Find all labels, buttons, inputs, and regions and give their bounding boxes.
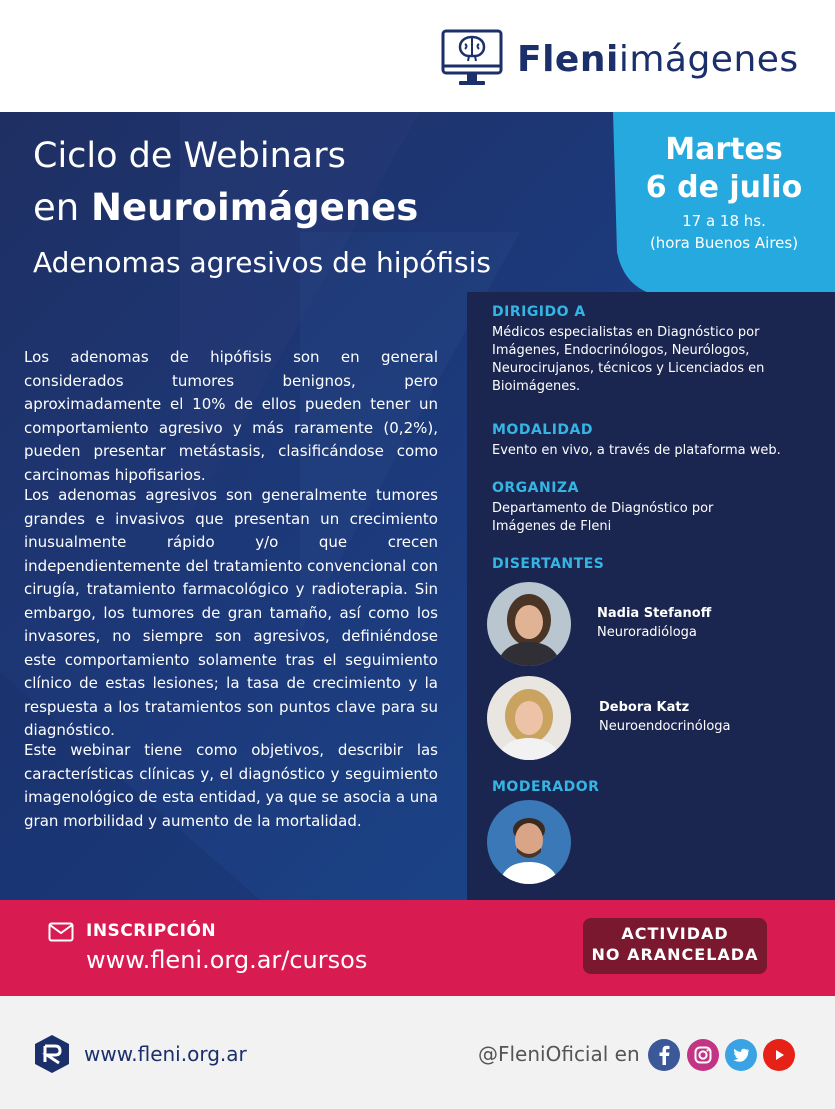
date-day: Martes	[665, 132, 783, 167]
facebook-icon[interactable]	[648, 1039, 680, 1071]
modalidad-text: Evento en vivo, a través de plataforma web.	[492, 443, 781, 458]
subtitle: Adenomas agresivos de hipófisis	[33, 246, 491, 279]
title-line-1: Ciclo de Webinars	[33, 136, 346, 176]
registration-link[interactable]: www.fleni.org.ar/cursos	[86, 946, 368, 974]
dirigido-text: Médicos especialistas en Diagnóstico por Imágenes, Endocrinólogos, Neurólogos, Neurocirujanos, técnicos y Licenciados en Bioimágenes.	[492, 325, 765, 394]
title-bold: Neuroimágenes	[90, 186, 419, 229]
free-activity-badge	[583, 918, 767, 974]
monitor-brain-icon	[441, 28, 503, 90]
disertantes-heading: DISERTANTES	[492, 556, 605, 572]
envelope-icon	[48, 922, 74, 942]
badge-line-1: ACTIVIDAD	[621, 924, 729, 943]
dirigido-heading: DIRIGIDO A	[492, 304, 586, 320]
main-section	[0, 112, 835, 900]
title-prefix: en	[33, 186, 91, 229]
organiza-heading: ORGANIZA	[492, 480, 579, 496]
brand-name	[517, 39, 799, 80]
date-time: 17 a 18 hs.	[682, 212, 766, 230]
speaker-role-2: Neuroendocrinóloga	[599, 719, 731, 734]
instagram-icon[interactable]	[687, 1039, 719, 1071]
person-avatar-icon	[487, 800, 571, 884]
youtube-icon[interactable]	[763, 1039, 795, 1071]
badge-line-2: NO ARANCELADA	[591, 945, 759, 964]
header	[0, 0, 835, 112]
modalidad-heading: MODALIDAD	[492, 422, 593, 438]
social-handle: @FleniOficial en	[478, 1042, 640, 1066]
registration-band	[0, 900, 835, 996]
brand-logo[interactable]	[441, 28, 799, 90]
body-paragraph-1: Los adenomas de hipófisis son en general considerados tumores benignos, pero aproximadamente el 10% de ellos pueden tener un comportamiento agresivo y más raramente (0,2%), pueden presentar metástasis, clasificándose como carcinomas hipofisarios.	[24, 348, 438, 484]
brand-name-bold: Fleni	[517, 38, 619, 80]
twitter-icon[interactable]	[725, 1039, 757, 1071]
person-avatar-icon	[487, 582, 571, 666]
footer	[0, 996, 835, 1109]
body-paragraph-3: Este webinar tiene como objetivos, describir las características clínicas y, el diagnóstico y seguimiento imagenológico de esta entidad, ya que se asocia a una gran morbilidad y aumento de la mortalidad.	[24, 741, 438, 830]
registration-label: INSCRIPCIÓN	[86, 921, 217, 941]
speaker-photo-1	[487, 582, 571, 666]
brand-name-light: imágenes	[618, 38, 799, 80]
fleni-logo-icon[interactable]	[33, 1034, 71, 1074]
speaker-role-1: Neuroradióloga	[597, 625, 697, 640]
person-avatar-icon	[487, 676, 571, 760]
title-line-2	[33, 186, 418, 229]
speaker-name-1: Nadia Stefanoff	[597, 606, 712, 621]
info-panel	[467, 292, 835, 900]
date-timezone: (hora Buenos Aires)	[649, 234, 799, 252]
body-paragraph-2: Los adenomas agresivos son generalmente tumores grandes e invasivos que presentan un crecimiento inusualmente rápido y/o que crecen independientemente del tratamiento convencional con cirugía, tratamiento farmacológico y radioterapia. Sin embargo, los tumores de gran tamaño, así como los invasores, no siempre son agresivos, definiéndose este comportamiento solamente tras el seguimiento clínico de estas lesiones; la tasa de crecimiento y la respuesta a los tratamientos son puntos clave para su diagnóstico.	[24, 486, 438, 739]
speaker-photo-2	[487, 676, 571, 760]
moderator-photo	[487, 800, 571, 884]
footer-website-link[interactable]: www.fleni.org.ar	[84, 1042, 247, 1066]
moderador-heading: MODERADOR	[492, 779, 600, 795]
organiza-text: Departamento de Diagnóstico por Imágenes de Fleni	[492, 501, 714, 534]
speaker-name-2: Debora Katz	[599, 700, 690, 715]
date-date: 6 de julio	[645, 170, 803, 205]
